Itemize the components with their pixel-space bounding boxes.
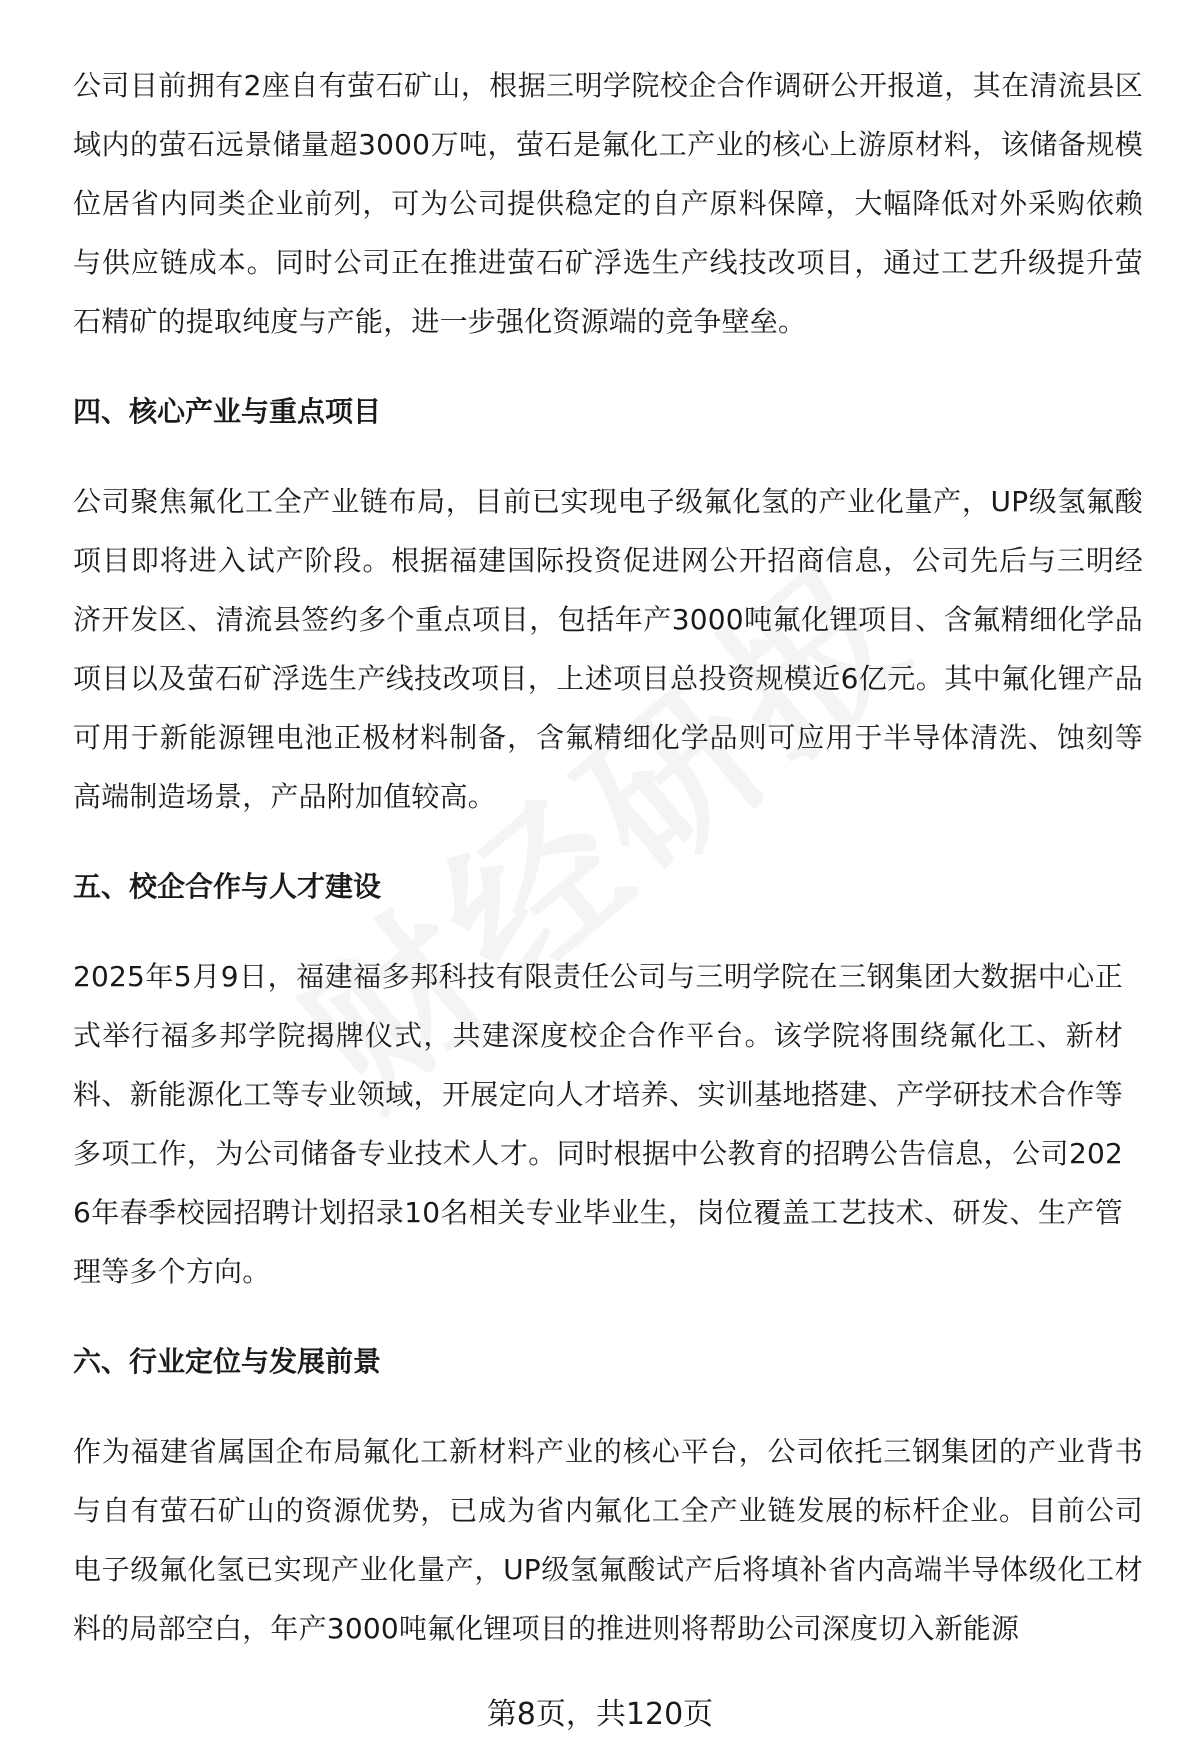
page-number: 第8页，共120页 xyxy=(486,1697,714,1732)
paragraph-mining-resources: 公司目前拥有2座自有萤石矿山，根据三明学院校企合作调研公开报道，其在清流县区域内的萤石远景储量超3000万吨，萤石是氟化工产业的核心上游原材料，该储备规模位居省内同类企业前列，可为公司提供稳定的自产原料保障，大幅降低对外采购依赖与供应链成本。同时公司正在推进萤石矿浮选生产线技改项目，通过工艺升级提升萤石精矿的提取纯度与产能，进一步强化资源端的竞争壁垒。 xyxy=(73,69,1143,338)
section-heading-talent: 五、校企合作与人才建设 xyxy=(73,870,382,903)
document-body xyxy=(73,56,1163,1658)
paragraph-talent: 2025年5月9日，福建福多邦科技有限责任公司与三明学院在三钢集团大数据中心正式举行福多邦学院揭牌仪式，共建深度校企合作平台。该学院将围绕氟化工、新材料、新能源化工等专业领域，开展定向人才培养、实训基地搭建、产学研技术合作等多项工作，为公司储备专业技术人才。同时根据中公教育的招聘公告信息，公司2026年春季校园招聘计划招录10名相关专业毕业生，岗位覆盖工艺技术、研发、生产管理等多个方向。 xyxy=(73,960,1123,1288)
section-heading-core-industry: 四、核心产业与重点项目 xyxy=(73,395,382,428)
paragraph-outlook: 作为福建省属国企布局氟化工新材料产业的核心平台，公司依托三钢集团的产业背书与自有萤石矿山的资源优势，已成为省内氟化工全产业链发展的标杆企业。目前公司电子级氟化氢已实现产业化量产，UP级氢氟酸试产后将填补省内高端半导体级化工材料的局部空白，年产3000吨氟化锂项目的推进则将帮助公司深度切入新能源 xyxy=(73,1435,1143,1645)
section-heading-outlook: 六、行业定位与发展前景 xyxy=(73,1345,382,1378)
paragraph-core-industry: 公司聚焦氟化工全产业链布局，目前已实现电子级氟化氢的产业化量产，UP级氢氟酸项目即将进入试产阶段。根据福建国际投资促进网公开招商信息，公司先后与三明经济开发区、清流县签约多个重点项目，包括年产3000吨氟化锂项目、含氟精细化学品项目以及萤石矿浮选生产线技改项目，上述项目总投资规模近6亿元。其中氟化锂产品可用于新能源锂电池正极材料制备，含氟精细化学品则可应用于半导体清洗、蚀刻等高端制造场景，产品附加值较高。 xyxy=(73,485,1143,813)
